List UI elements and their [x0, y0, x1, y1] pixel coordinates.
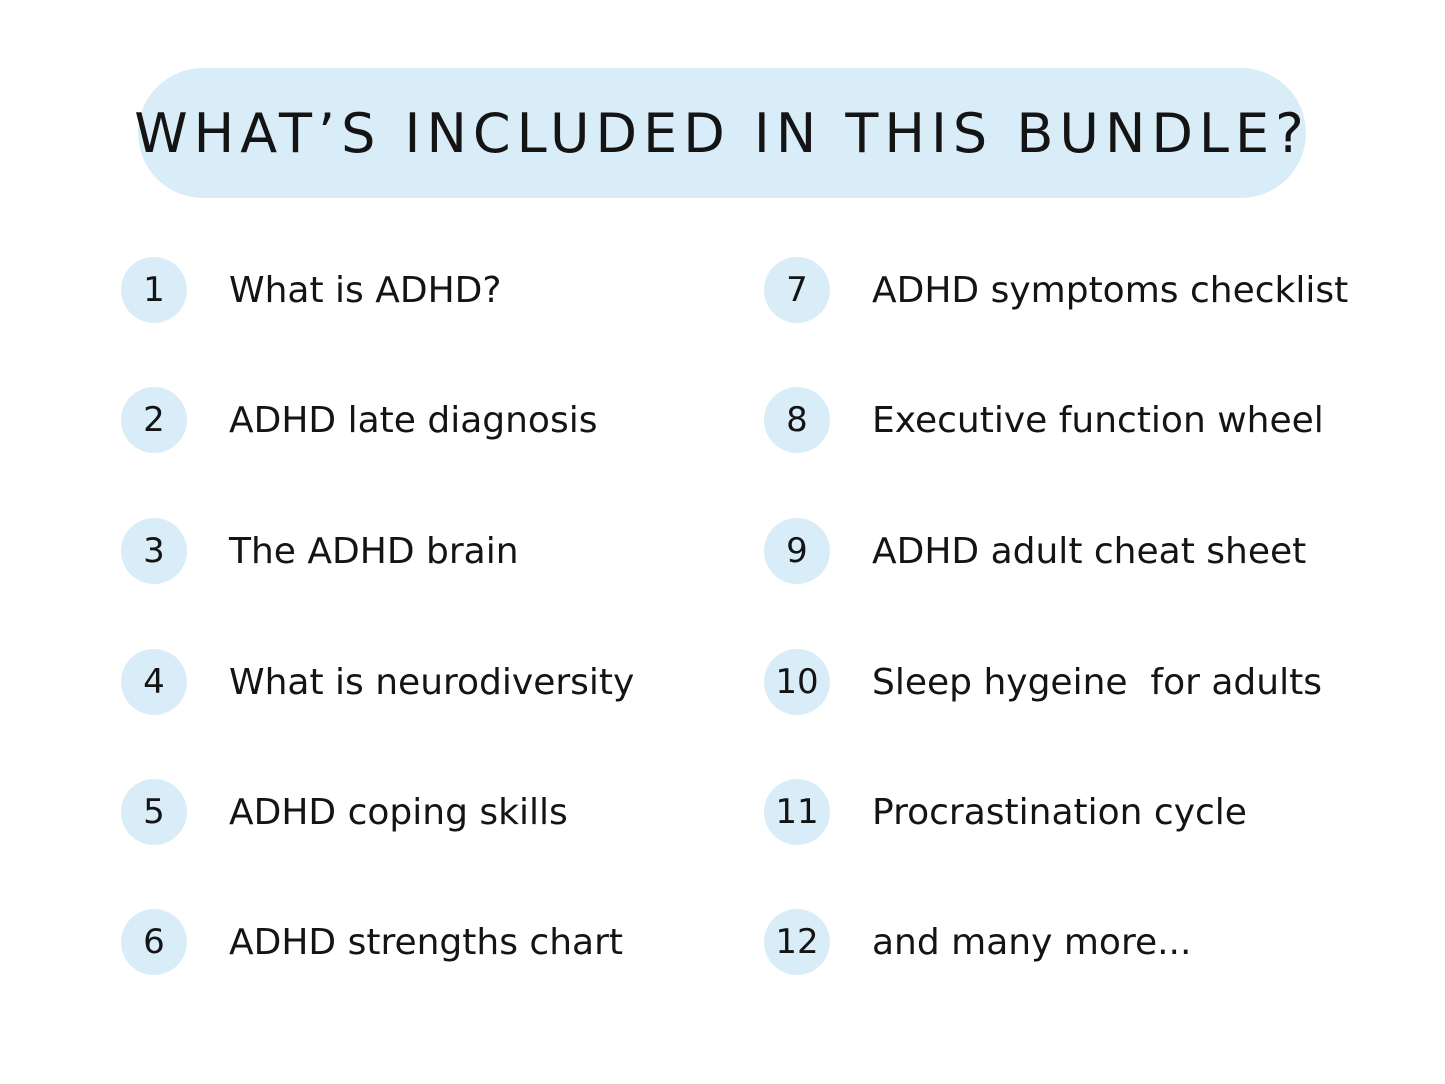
item-label: Sleep hygeine for adults: [872, 661, 1322, 703]
number-badge: [764, 257, 830, 323]
item-label: ADHD symptoms checklist: [872, 269, 1349, 311]
list-item: [764, 779, 1247, 845]
item-label: ADHD strengths chart: [229, 921, 623, 963]
number-badge: [121, 649, 187, 715]
item-label: Executive function wheel: [872, 399, 1324, 441]
list-item: [121, 518, 519, 584]
number-badge: [764, 909, 830, 975]
list-item: [764, 387, 1324, 453]
number-badge: [121, 779, 187, 845]
item-number: 4: [143, 662, 165, 702]
item-label: and many more...: [872, 921, 1192, 963]
item-number: 6: [143, 922, 165, 962]
number-badge: [764, 779, 830, 845]
item-label: The ADHD brain: [229, 530, 519, 572]
number-badge: [121, 257, 187, 323]
list-item: [121, 387, 597, 453]
item-number: 8: [786, 400, 808, 440]
item-number: 12: [775, 922, 819, 962]
list-item: [764, 649, 1322, 715]
item-number: 5: [143, 792, 165, 832]
list-item: [121, 649, 634, 715]
list-item: [764, 257, 1348, 323]
number-badge: [121, 909, 187, 975]
item-label: ADHD adult cheat sheet: [872, 530, 1307, 572]
item-number: 9: [786, 531, 808, 571]
item-number: 3: [143, 531, 165, 571]
item-number: 1: [143, 270, 165, 310]
number-badge: [764, 387, 830, 453]
number-badge: [764, 518, 830, 584]
item-number: 10: [775, 662, 819, 702]
list-item: [121, 779, 568, 845]
item-number: 2: [143, 400, 165, 440]
item-label: What is ADHD?: [229, 269, 502, 311]
title-banner: [134, 68, 1310, 198]
item-number: 7: [786, 270, 808, 310]
number-badge: [121, 387, 187, 453]
list-item: [764, 518, 1306, 584]
list-item: [764, 909, 1191, 975]
item-label: ADHD coping skills: [229, 791, 568, 833]
item-label: What is neurodiversity: [229, 661, 635, 703]
list-item: [121, 909, 623, 975]
page-title: WHAT’S INCLUDED IN THIS BUNDLE?: [134, 101, 1310, 165]
item-label: Procrastination cycle: [872, 791, 1247, 833]
number-badge: [121, 518, 187, 584]
item-label: ADHD late diagnosis: [229, 399, 598, 441]
list-item: [121, 257, 501, 323]
number-badge: [764, 649, 830, 715]
item-number: 11: [775, 792, 819, 832]
